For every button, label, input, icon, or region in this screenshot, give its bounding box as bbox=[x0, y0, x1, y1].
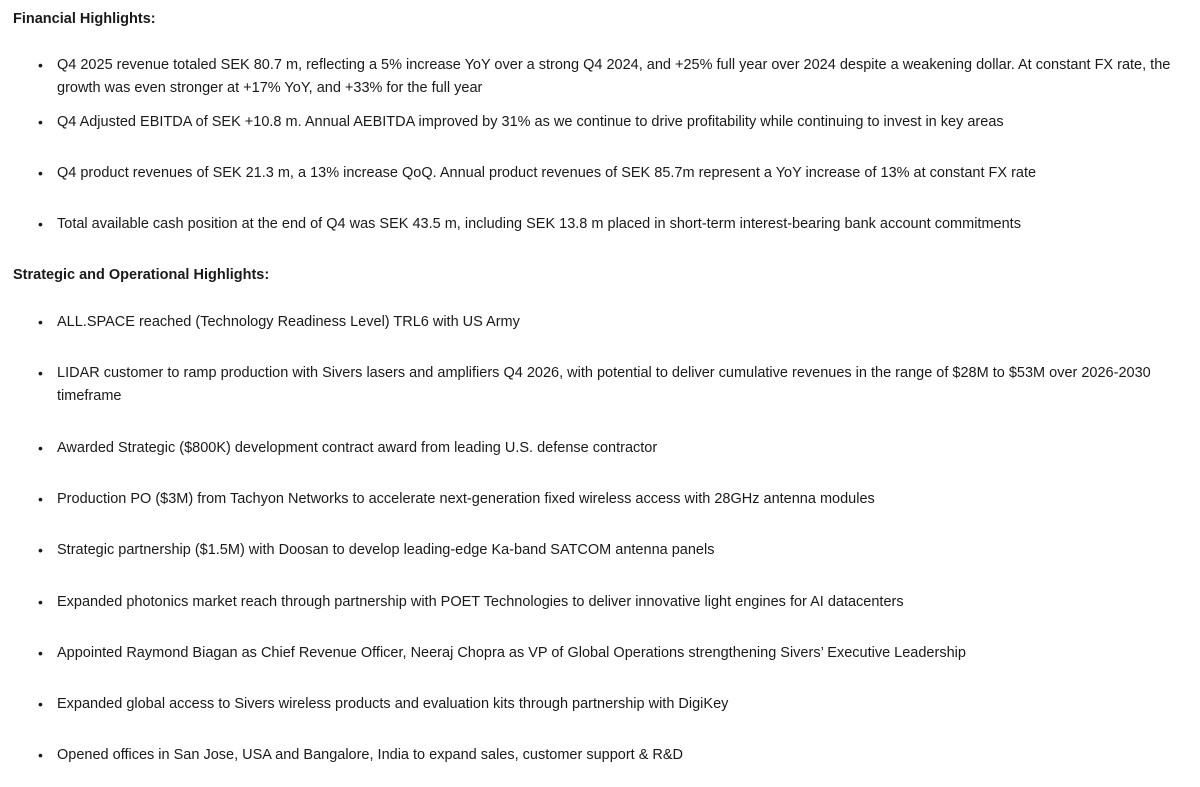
bullet-icon: • bbox=[38, 696, 43, 712]
list-item bbox=[38, 311, 1178, 334]
bullet-icon: • bbox=[38, 594, 43, 610]
bullet-icon: • bbox=[38, 747, 43, 763]
list-item-text: Q4 product revenues of SEK 21.3 m, a 13% increase QoQ. Annual product revenues of SEK 85.7m represent a YoY increase of 13% at constant FX rate bbox=[57, 165, 1037, 181]
list-item-text: Appointed Raymond Biagan as Chief Revenue Officer, Neeraj Chopra as VP of Global Operations strengthening Sivers’ Executive Leadership bbox=[57, 645, 966, 661]
list-item bbox=[38, 213, 1178, 236]
bullet-icon: • bbox=[38, 165, 43, 181]
list-item-text: ALL.SPACE reached (Technology Readiness Level) TRL6 with US Army bbox=[57, 314, 520, 330]
list-item bbox=[38, 54, 1178, 100]
bullet-icon: • bbox=[38, 645, 43, 661]
bullet-icon: • bbox=[38, 491, 43, 507]
list-item-text: Q4 Adjusted EBITDA of SEK +10.8 m. Annual AEBITDA improved by 31% as we continue to drive profitability while continuing to invest in key areas bbox=[57, 114, 1004, 130]
bullet-icon: • bbox=[38, 440, 43, 456]
list-item-text: Opened offices in San Jose, USA and Bangalore, India to expand sales, customer support & R&D bbox=[57, 747, 684, 763]
list-item-text: Expanded photonics market reach through partnership with POET Technologies to deliver innovative light engines for AI datacenters bbox=[57, 594, 904, 610]
list-item bbox=[38, 693, 1178, 716]
list-item bbox=[38, 111, 1178, 134]
list-item-text: Total available cash position at the end of Q4 was SEK 43.5 m, including SEK 13.8 m placed in short-term interest-bearing bank account commitments bbox=[57, 216, 1021, 232]
bullet-icon: • bbox=[38, 365, 43, 381]
list-item bbox=[38, 539, 1178, 562]
list-item-text: Production PO ($3M) from Tachyon Networks to accelerate next-generation fixed wireless access with 28GHz antenna modules bbox=[57, 491, 875, 507]
bullet-icon: • bbox=[38, 542, 43, 558]
list-item bbox=[38, 162, 1178, 185]
bullet-icon: • bbox=[38, 314, 43, 330]
list-item bbox=[38, 591, 1178, 614]
list-item-text: Q4 2025 revenue totaled SEK 80.7 m, reflecting a 5% increase YoY over a strong Q4 2024, and +25% full year over 2024 despite a weakening dollar. At constant FX rate, the growth was even stronger at +17% YoY, and +33% for the full year bbox=[57, 57, 1171, 96]
list-item-text: LIDAR customer to ramp production with Sivers lasers and amplifiers Q4 2026, with potential to deliver cumulative revenues in the range of $28M to $53M over 2026-2030 timeframe bbox=[57, 365, 1151, 404]
list-item-text: Awarded Strategic ($800K) development contract award from leading U.S. defense contractor bbox=[57, 440, 658, 456]
bullet-icon: • bbox=[38, 57, 43, 73]
list-item-text: Strategic partnership ($1.5M) with Doosan to develop leading-edge Ka-band SATCOM antenna panels bbox=[57, 542, 715, 558]
bullet-icon: • bbox=[38, 216, 43, 232]
bullet-icon: • bbox=[38, 114, 43, 130]
list-item bbox=[38, 744, 1178, 767]
list-item bbox=[38, 488, 1178, 511]
list-item bbox=[38, 437, 1178, 460]
list-item-text: Expanded global access to Sivers wireless products and evaluation kits through partnership with DigiKey bbox=[57, 696, 729, 712]
list-item bbox=[38, 362, 1178, 408]
list-item bbox=[38, 642, 1178, 665]
financial-highlights-heading: Financial Highlights: bbox=[13, 11, 156, 27]
strategic-highlights-heading: Strategic and Operational Highlights: bbox=[13, 267, 270, 283]
